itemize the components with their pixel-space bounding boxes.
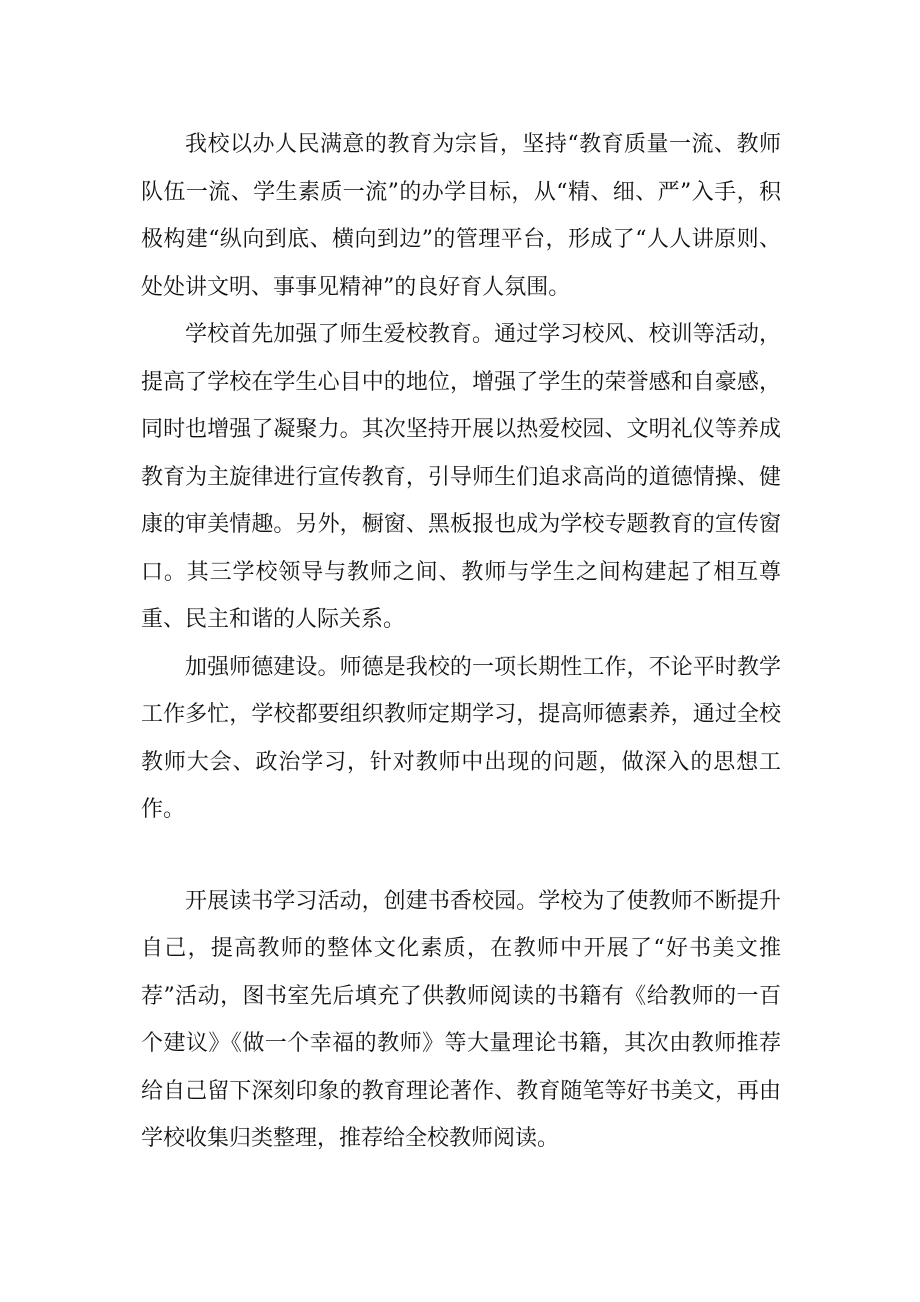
paragraph-school-love-education: 学校首先加强了师生爱校教育。通过学习校风、校训等活动，提高了学校在学生心目中的地位，增强了学生的荣誉感和自豪感，同时也增强了凝聚力。其次坚持开展以热爱校园、文明礼仪等养成教育为主旋律进行宣传教育，引导师生们追求高尚的道德情操、健康的审美情趣。另外，橱窗、黑板报也成为学校专题教育的宣传窗口。其三学校领导与教师之间、教师与学生之间构建起了相互尊重、民主和谐的人际关系。	[141, 322, 781, 632]
paragraph-teacher-ethics: 加强师德建设。师德是我校的一项长期性工作，不论平时教学工作多忙，学校都要组织教师定期学习，提高师德素养，通过全校教师大会、政治学习，针对教师中出现的问题，做深入的思想工作。	[141, 654, 781, 822]
document-body	[141, 121, 781, 1163]
paragraph-education-aim: 我校以办人民满意的教育为宗旨，坚持“教育质量一流、教师队伍一流、学生素质一流”的办学目标，从“精、细、严”入手，积极构建“纵向到底、横向到边”的管理平台，形成了“人人讲原则、处处讲文明、事事见精神”的良好育人氛围。	[141, 132, 781, 300]
paragraph-reading-activity: 开展读书学习活动，创建书香校园。学校为了使教师不断提升自己，提高教师的整体文化素质，在教师中开展了“好书美文推荐”活动，图书室先后填充了供教师阅读的书籍有《给教师的一百个建议》《做一个幸福的教师》等大量理论书籍，其次由教师推荐给自己留下深刻印象的教育理论著作、教育随笔等好书美文，再由学校收集归类整理，推荐给全校教师阅读。	[141, 888, 781, 1151]
